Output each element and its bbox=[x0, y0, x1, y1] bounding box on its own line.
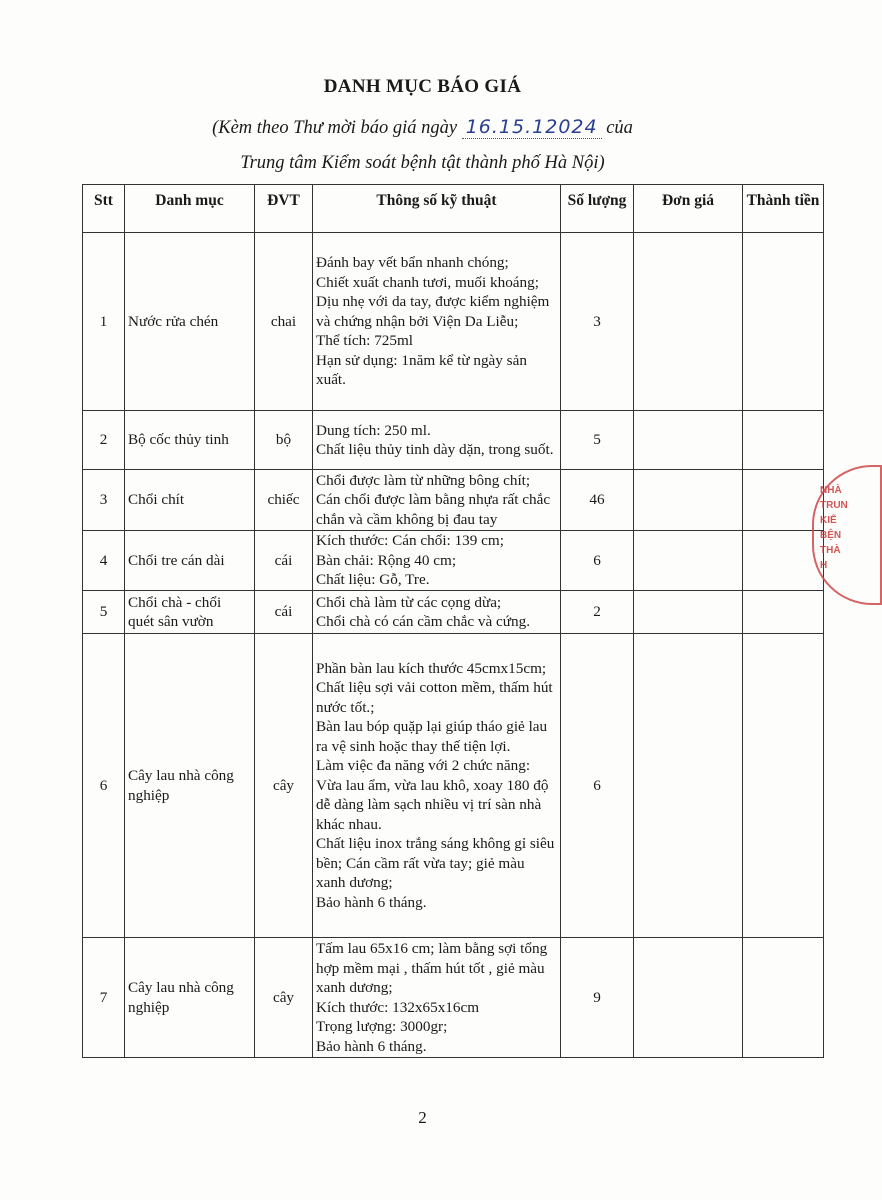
cell-stt: 7 bbox=[83, 938, 125, 1058]
spec-line: Hạn sử dụng: 1năm kể từ ngày sản xuất. bbox=[316, 351, 527, 389]
subtitle-prefix: (Kèm theo Thư mời báo giá ngày bbox=[212, 118, 458, 138]
spec-line: Cán chổi được làm bằng nhựa rất chắc chắn và cầm không bị đau tay bbox=[316, 491, 551, 528]
page-number: 2 bbox=[418, 1108, 427, 1127]
spec-line: Chổi được làm từ những bông chít; bbox=[316, 471, 531, 489]
col-header-qty: Số lượng bbox=[561, 185, 634, 233]
cell-stt: 4 bbox=[83, 531, 125, 591]
cell-stt: 2 bbox=[83, 411, 125, 470]
cell-unit: cái bbox=[255, 531, 313, 591]
cell-qty: 9 bbox=[561, 938, 634, 1058]
cell-qty: 5 bbox=[561, 411, 634, 470]
table-row bbox=[83, 233, 824, 411]
cell-item: Cây lau nhà công nghiệp bbox=[125, 634, 255, 938]
cell-qty: 6 bbox=[561, 634, 634, 938]
spec-line: Chất liệu: Gỗ, Tre. bbox=[316, 571, 430, 589]
cell-spec bbox=[313, 634, 561, 938]
cell-total bbox=[743, 411, 824, 470]
spec-line: Bảo hành 6 tháng. bbox=[316, 893, 427, 911]
spec-line: Đánh bay vết bẩn nhanh chóng; bbox=[316, 254, 509, 272]
cell-total bbox=[743, 634, 824, 938]
stamp-text: BỆN bbox=[820, 530, 842, 541]
cell-qty: 46 bbox=[561, 470, 634, 531]
spec-line: Dung tích: 250 ml. bbox=[316, 421, 431, 439]
cell-item: Chổi chít bbox=[125, 470, 255, 531]
cell-total bbox=[743, 938, 824, 1058]
spec-line: Bảo hành 6 tháng. bbox=[316, 1037, 427, 1055]
cell-stt: 6 bbox=[83, 634, 125, 938]
cell-item: Nước rửa chén bbox=[125, 233, 255, 411]
table-row bbox=[83, 470, 824, 531]
cell-unit: bộ bbox=[255, 411, 313, 470]
col-header-unit: ĐVT bbox=[255, 185, 313, 233]
cell-item: Chổi tre cán dài bbox=[125, 531, 255, 591]
cell-unit-price bbox=[634, 938, 743, 1058]
stamp-text: THÀ bbox=[820, 545, 841, 556]
cell-spec bbox=[313, 531, 561, 591]
cell-unit: cái bbox=[255, 591, 313, 634]
table-row bbox=[83, 411, 824, 470]
subtitle-line-1 bbox=[0, 116, 845, 139]
cell-item: Cây lau nhà công nghiệp bbox=[125, 938, 255, 1058]
table-row bbox=[83, 634, 824, 938]
spec-line: Chất liệu inox trắng sáng không gỉ siêu bền; Cán cầm rất vừa tay; giẻ màu xanh dương; bbox=[316, 835, 555, 892]
col-header-unit-price: Đơn giá bbox=[634, 185, 743, 233]
spec-line: Kích thước: Cán chổi: 139 cm; bbox=[316, 532, 504, 550]
stamp-text: KIỂ bbox=[820, 515, 837, 526]
cell-spec bbox=[313, 591, 561, 634]
cell-qty: 3 bbox=[561, 233, 634, 411]
cell-unit-price bbox=[634, 470, 743, 531]
spec-line: Chổi chà làm từ các cọng dừa; bbox=[316, 593, 502, 611]
table-row bbox=[83, 938, 824, 1058]
cell-spec bbox=[313, 938, 561, 1058]
cell-spec bbox=[313, 470, 561, 531]
spec-line: Tấm lau 65x16 cm; làm bằng sợi tổng hợp mềm mại , thấm hút tốt , giẻ màu xanh dương; bbox=[316, 940, 548, 996]
spec-line: Chất liệu thủy tinh dày dặn, trong suốt. bbox=[316, 441, 554, 458]
table-header-row bbox=[83, 185, 824, 233]
cell-unit-price bbox=[634, 591, 743, 634]
cell-unit-price bbox=[634, 233, 743, 411]
cell-total bbox=[743, 233, 824, 411]
spec-line: Phần bàn lau kích thước 45cmx15cm; bbox=[316, 659, 547, 677]
cell-unit-price bbox=[634, 634, 743, 938]
col-header-stt: Stt bbox=[83, 185, 125, 233]
cell-spec bbox=[313, 233, 561, 411]
cell-unit: cây bbox=[255, 938, 313, 1058]
cell-item: Bộ cốc thủy tinh bbox=[125, 411, 255, 470]
table-row bbox=[83, 531, 824, 591]
spec-line: Chổi chà có cán cầm chắc và cứng. bbox=[316, 613, 531, 630]
cell-unit: chai bbox=[255, 233, 313, 411]
spec-line: Chất liệu sợi vải cotton mềm, thấm hút nước tốt.; bbox=[316, 679, 553, 716]
quotation-table bbox=[82, 184, 824, 1058]
spec-line: Kích thước: 132x65x16cm bbox=[316, 998, 480, 1016]
cell-qty: 2 bbox=[561, 591, 634, 634]
subtitle-suffix: của bbox=[606, 118, 633, 138]
cell-unit-price bbox=[634, 411, 743, 470]
spec-line: Bàn chải: Rộng 40 cm; bbox=[316, 551, 457, 569]
col-header-item: Danh mục bbox=[125, 185, 255, 233]
document-title: DANH MỤC BÁO GIÁ bbox=[323, 76, 522, 97]
spec-line: Bàn lau bóp quặp lại giúp tháo giẻ lau ra vệ sinh hoặc thay thế tiện lợi. bbox=[316, 718, 548, 755]
cell-unit-price bbox=[634, 531, 743, 591]
cell-spec bbox=[313, 411, 561, 470]
handwritten-date: 16.15.12024 bbox=[462, 116, 602, 139]
cell-qty: 6 bbox=[561, 531, 634, 591]
col-header-spec: Thông số kỹ thuật bbox=[313, 185, 561, 233]
cell-stt: 5 bbox=[83, 591, 125, 634]
spec-line: Dịu nhẹ với da tay, được kiểm nghiệm và chứng nhận bởi Viện Da Liễu; bbox=[316, 293, 550, 330]
spec-line: Làm việc đa năng với 2 chức năng: Vừa lau ẩm, vừa lau khô, xoay 180 độ dễ dàng làm sạch nhiều vị trí sàn nhà khác nhau. bbox=[316, 757, 549, 833]
cell-stt: 3 bbox=[83, 470, 125, 531]
spec-line: Chiết xuất chanh tươi, muối khoáng; bbox=[316, 273, 539, 291]
cell-item: Chổi chà - chổi quét sân vườn bbox=[125, 591, 255, 634]
subtitle-line-2: Trung tâm Kiểm soát bệnh tật thành phố Hà Nội) bbox=[240, 153, 605, 173]
stamp-text: H bbox=[820, 560, 828, 571]
cell-unit: chiếc bbox=[255, 470, 313, 531]
stamp-text: TRUN bbox=[820, 500, 848, 511]
stamp-text: NHÀ bbox=[820, 485, 842, 496]
spec-line: Thể tích: 725ml bbox=[316, 332, 414, 350]
col-header-total: Thành tiền bbox=[743, 185, 824, 233]
cell-stt: 1 bbox=[83, 233, 125, 411]
spec-line: Trọng lượng: 3000gr; bbox=[316, 1018, 448, 1035]
cell-total bbox=[743, 591, 824, 634]
cell-unit: cây bbox=[255, 634, 313, 938]
table-row bbox=[83, 591, 824, 634]
